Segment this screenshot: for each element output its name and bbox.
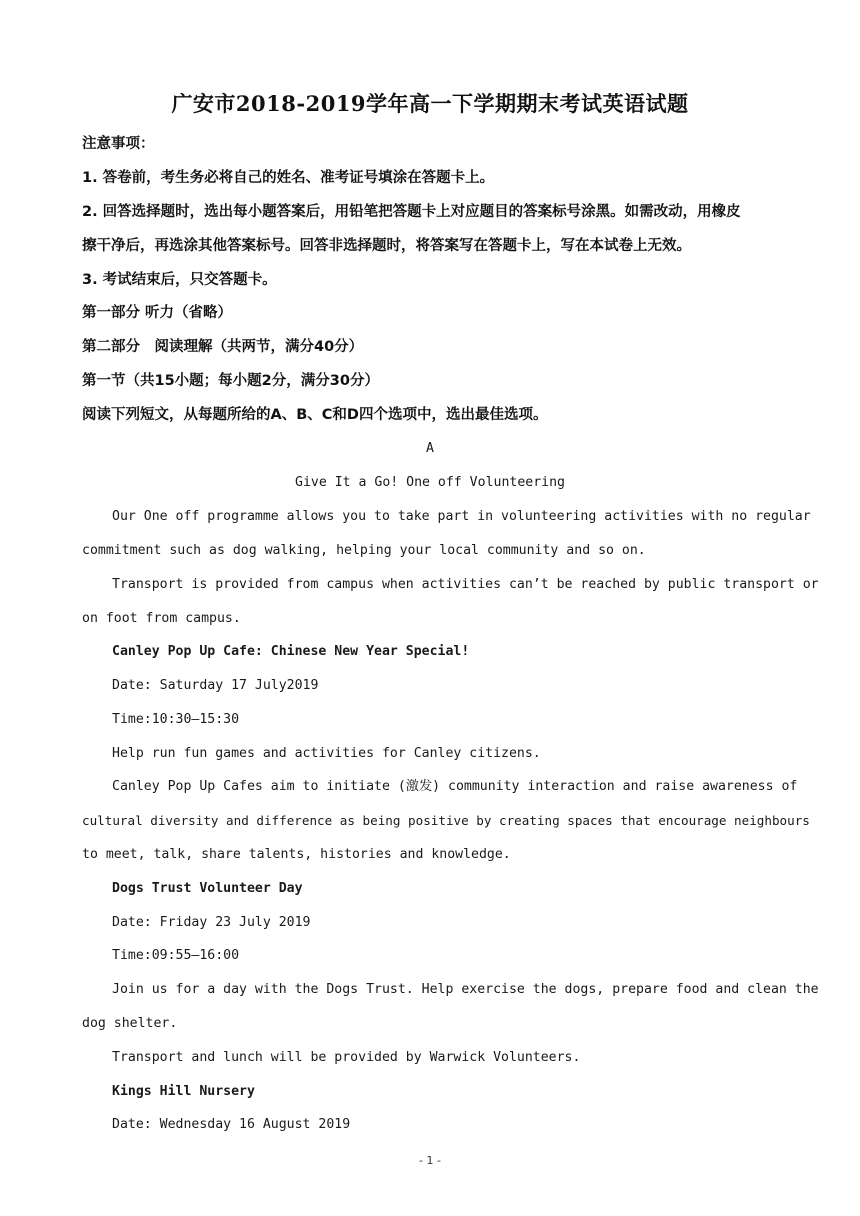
intro-paragraph-1-line1: Our One off programme allows you to take part in volunteering activities with no regular [112,509,811,524]
event-1-time: Time:10:30—15:30 [112,712,240,727]
event-2-description-line2: dog shelter. [82,1016,178,1031]
event-3-title: Kings Hill Nursery [112,1084,255,1099]
event-2-title: Dogs Trust Volunteer Day [112,881,303,896]
intro-paragraph-2-line2: on foot from campus. [82,611,241,626]
reading-instruction: 阅读下列短文，从每题所给的A、B、C和D四个选项中，选出最佳选项。 [82,407,548,423]
notice-item-1: 1. 答卷前，考生务必将自己的姓名、准考证号填涂在答题卡上。 [82,170,495,186]
notice-item-2-line2: 擦干净后，再选涂其他答案标号。回答非选择题时，将答案写在答题卡上，写在本试卷上无效。 [82,238,691,254]
event-1-aim-line3: to meet, talk, share talents, histories and knowledge. [82,847,511,862]
event-2-date: Date: Friday 23 July 2019 [112,915,311,930]
notice-item-2-line1: 2. 回答选择题时，选出每小题答案后，用铅笔把答题卡上对应题目的答案标号涂黑。如需改动，用橡皮 [82,204,741,220]
event-1-title: Canley Pop Up Cafe: Chinese New Year Special! [112,644,470,659]
passage-label: A [426,441,434,456]
event-2-description-line1: Join us for a day with the Dogs Trust. Help exercise the dogs, prepare food and clean the [112,982,819,997]
event-1-aim-line2: cultural diversity and difference as being positive by creating spaces that encourage neighbours [82,813,810,828]
page-number: - 1 - [419,1154,441,1167]
event-1-date: Date: Saturday 17 July2019 [112,678,319,693]
event-1-description: Help run fun games and activities for Canley citizens. [112,746,541,761]
intro-paragraph-1-line2: commitment such as dog walking, helping your local community and so on. [82,543,646,558]
event-2-transport: Transport and lunch will be provided by Warwick Volunteers. [112,1050,581,1065]
intro-paragraph-2-line1: Transport is provided from campus when activities can’t be reached by public transport or [112,577,819,592]
section-one-heading: 第一节（共15小题；每小题2分，满分30分） [82,373,379,389]
event-1-aim-line1: Canley Pop Up Cafes aim to initiate (激发) community interaction and raise awareness of [112,779,798,794]
part-two-heading: 第二部分 阅读理解（共两节，满分40分） [82,339,364,355]
notice-heading: 注意事项： [82,136,155,152]
page-title: 广安市2018-2019学年高一下学期期末考试英语试题 [171,91,689,116]
part-one-heading: 第一部分 听力（省略） [82,305,233,321]
event-2-time: Time:09:55—16:00 [112,948,240,963]
event-3-date: Date: Wednesday 16 August 2019 [112,1117,351,1132]
passage-heading: Give It a Go! One off Volunteering [295,475,565,490]
notice-item-3: 3. 考试结束后，只交答题卡。 [82,272,277,288]
